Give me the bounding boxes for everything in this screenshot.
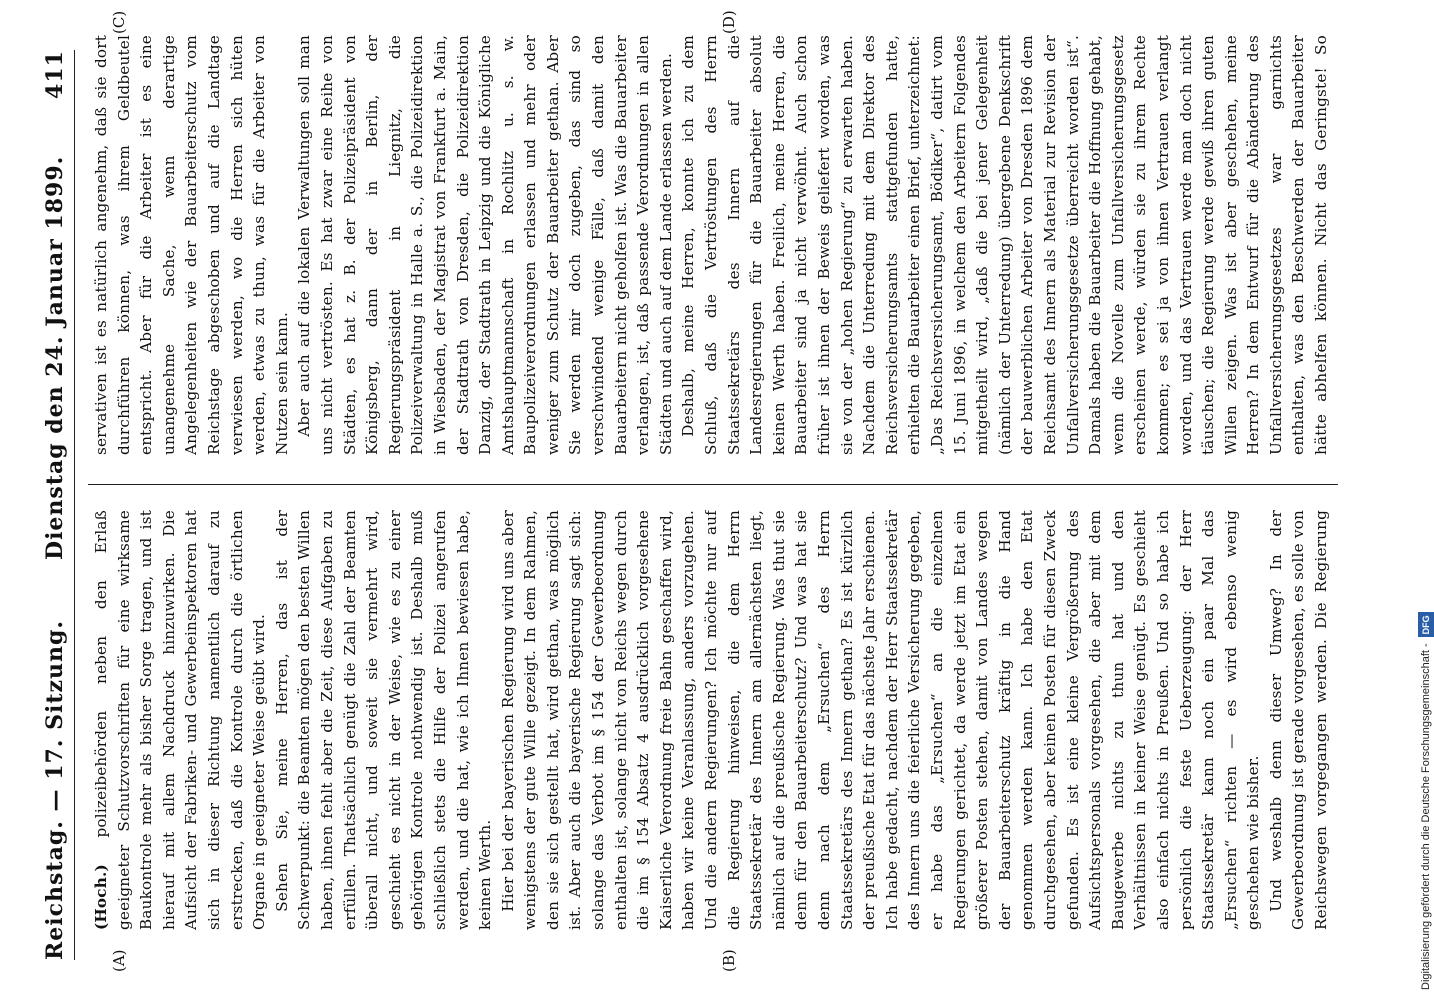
paragraph: Hier bei der bayerischen Regierung wird uns aber wenigstens der gute Wille gezeigt. In dem Rahmen, den sie sich gestellt hat, wird gethan, was möglich ist. Aber auch die bayerische Regierung sagt sich: solange das Verbot im § 154 der Gewerbeordnung enthalten ist, solange nicht von Reichs wegen durch die im § 154 Absatz 4 ausdrücklich vorgesehene Kaiserliche Verordnung freie Bahn geschaffen wird, haben wir keine Veranlassung, anders vorzugehen. Und die andern Regierungen? Ich möchte nur auf die Regierung hinweisen, die dem Herrn Staatssekretär des Innern am allernächsten liegt, nämlich auf die preußische Regierung. Was thut sie denn für den Bauarbeiterschutz? Und was hat sie denn nach dem „Ersuchen“ des Herrn Staatssekretärs des Innern gethan? Es ist kürzlich der preußische Etat für das nächste Jahr erschienen. Ich habe gedacht, nachdem der Herr Staatssekretär des Innern uns die feierliche Versicherung gegeben, er habe das „Ersuchen“ an die einzelnen Regierungen gerichtet, da werde jetzt im Etat ein größerer Posten stehen, damit von Landes wegen der Bauarbeiterschutz kräftig in die Hand genommen werden kann. Ich habe den Etat durchgesehen, aber keinen Posten für diesen Zweck gefunden. Es ist eine kleine Vergrößerung des Aufsichtspersonals vorgesehen, die aber mit dem Baugewerbe nichts zu thun hat und den Verhältnissen in keiner Weise genügt. Es geschieht also einfach nichts in Preußen. Und so habe ich persönlich die feste Ueberzeugung: der Herr Staatssekretär kann noch ein paar Mal das „Ersuchen“ richten — es wird ebenso wenig geschehen wie bisher. [498,510,1263,930]
paragraph: Deshalb, meine Herren, konnte ich zu dem Schluß, daß die Vertröstungen des Herrn Staatssekretärs des Innern auf die Landesregierungen für die Bauarbeiter absolut keinen Werth haben. Freilich, meine Herren, die Bauarbeiter sind ja nicht verwöhnt. Auch schon früher ist ihnen der Beweis geliefert worden, was sie von der „hohen Regierung“ zu erwarten haben. Nachdem die Unterredung mit dem Direktor des Reichsversicherungsamts stattgefunden hatte, erhielten die Bauarbeiter einen Brief, unterzeichnet: „Das Reichsversicherungsamt, Bödiker“, datirt vom 15. Juni 1896, in welchem den Arbeitern Folgendes mitgetheilt wird, „daß die bei jener Gelegenheit (nämlich der Unterredung) übergebene Denkschrift der bauwerblichen Arbeiter von Dresden 1896 dem Reichsamt des Innern als Material zur Revision der Unfallversicherungsgesetze überreicht worden ist“. Damals haben die Bauarbeiter die Hoffnung gehabt, wenn die Novelle zum Unfallversicherungsgesetz erscheinen werde, würden sie zu ihrem Rechte kommen; es sei ja von ihnen Vertrauen verlangt worden, und das Vertrauen werde man doch nicht täuschen; die Regierung werde gewiß ihren guten Willen zeigen. Was ist aber geschehen, meine Herren? In dem Entwurf für die Abänderung des Unfallversicherungsgesetzes war garnichts enthalten, was den Beschwerden der Bauarbeiter hätte abhelfen können. Nicht das Geringste! So [679,35,1331,455]
paragraph: servativen ist es natürlich angenehm, daß sie dort durchführen können, was ihrem Geldbeutel entspricht. Aber für die Arbeiter ist es eine unangenehme Sache, wenn derartige Angelegenheiten wie der Bauarbeiterschutz vom Reichstage abgeschoben und auf die Landtage verwiesen werden, wo die Herren sich hüten werden, etwas zu thun, was für die Arbeiter von Nutzen sein kann. [92,35,291,455]
page-number: 411 [42,50,68,99]
paragraph: polizeibehörden neben den Erlaß geeigneter Schutzvorschriften für eine wirksame Baukontrole mehr als bisher Sorge tragen, und ist hierauf mit allem Nachdruck hinzuwirken. Die Aufsicht der Fabriken- und Gewerbeinspektoren hat sich in dieser Richtung namentlich darauf zu erstrecken, daß die Kontrole durch die örtlichen Organe in geeigneter Weise geübt wird. [92,510,269,930]
dfg-logo: DFG [1418,612,1434,637]
running-header [38,50,78,960]
right-column [90,35,1335,455]
margin-marker-a: (A) [110,949,128,972]
paragraph: Und weshalb denn dieser Umweg? In der Gewerbeordnung ist gerade vorgesehen, es solle von Reichswegen vorgegangen werden. Die Regierung [1266,510,1331,930]
speaker-label: (Hoch.) [92,864,110,930]
column-divider [88,484,1338,485]
margin-marker-b: (B) [720,949,738,972]
margin-marker-d: (D) [720,10,738,34]
dfg-watermark [1418,10,1434,990]
watermark-text: Digitalisierung gefördert durch die Deutsche Forschungsgemeinschaft - [1420,643,1432,990]
left-column [90,510,1335,930]
header-left: Reichstag. — 17. Sitzung. [42,619,68,960]
paragraph: Aber auch auf die lokalen Verwaltungen soll man uns nicht vertrösten. Es hat zwar eine Reihe von Städten, es hat z. B. der Polizeipräsident von Königsberg, dann der in Berlin, der Regierungspräsident in Liegnitz, die Polizeiverwaltung in Halle a. S., die Polizeidirektion in Wiesbaden, der Magistrat von Frankfurt a. Main, der Stadtrath von Dresden, die Polizeidirektion Danzig, der Stadtrath in Leipzig und die Königliche Amtshauptmannschaft in Rochlitz u. s. w. Baupolizeiverordnungen erlassen und mehr oder weniger zum Schutz der Bauarbeiter gethan. Aber Sie werden mir doch zugeben, das sind so verschwindend wenige Fälle, daß damit den Bauarbeitern nicht geholfen ist. Was die Bauarbeiter verlangen, ist, daß passende Verordnungen in allen Städten und auch auf dem Lande erlassen werden. [295,35,675,455]
margin-marker-c: (C) [110,10,128,34]
paragraph: Sehen Sie, meine Herren, das ist der Schwerpunkt: die Beamten mögen den besten Willen haben, ihnen fehlt aber die Zeit, diese Aufgaben zu erfüllen. Thatsächlich genügt die Zahl der Beamten überall nicht, und soweit sie vermehrt wird, geschieht es nicht in der Weise, wie es zu einer gehörigen Kontrole nothwendig ist. Deshalb muß schließlich stets die Hilfe der Polizei angerufen werden, und die hat, wie ich Ihnen bewiesen habe, keinen Werth. [272,510,495,930]
header-date: Dienstag den 24. Januar 1899. [42,155,68,560]
header-rule [74,50,75,960]
